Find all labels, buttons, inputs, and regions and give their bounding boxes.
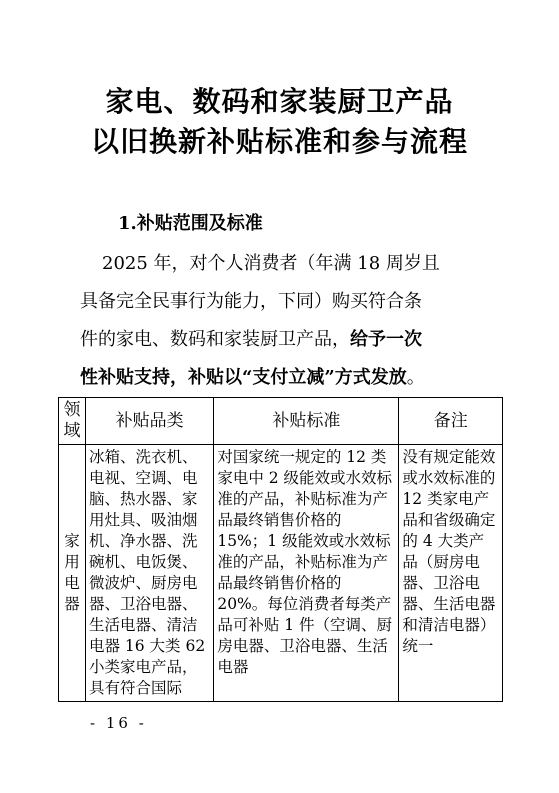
paragraph-end-4: 。 (406, 367, 425, 388)
title-line-2: 以旧换新补贴标准和参与流程 (90, 125, 468, 158)
table-row (59, 445, 503, 702)
paragraph-line-2: 具备完全民事行为能力，下同）购买符合条 (80, 291, 422, 312)
paragraph-text-1: 2025 年，对个人消费者（年满 18 周岁且 (102, 253, 440, 274)
cell-standard: 对国家统一规定的 12 类家电中 2 级能效或水效标准的产品，补贴标准为产品最终销售价格的 15%；1 级能效或水效标准的产品，补贴标准为产品最终销售价格的 20%。每位消费者每类产品可补贴 1 件（空调、厨房电器、卫浴电器、生活电器 (214, 445, 399, 702)
cell-category: 冰箱、洗衣机、电视、空调、电脑、热水器、家用灶具、吸油烟机、净水器、洗碗机、电饭煲、微波炉、厨房电器、卫浴电器、生活电器、清洁电器 16 大类 62 小类家电产品，具有符合国际 (85, 445, 213, 702)
paragraph-line-4 (80, 359, 500, 397)
subsidy-table (58, 397, 503, 702)
header-note: 备注 (399, 398, 503, 445)
page-number: - 16 - (90, 714, 147, 732)
header-domain: 领域 (59, 398, 86, 445)
paragraph-text-3: 件的家电、数码和家装厨卫产品， (80, 329, 350, 350)
paragraph-line-3 (80, 321, 500, 359)
paragraph-bold-4: 性补贴支持，补贴以“支付立减”方式发放 (80, 367, 407, 388)
cell-domain: 家用电器 (59, 445, 86, 702)
paragraph-bold-3: 给予一次 (350, 329, 422, 350)
section-heading: 1.补贴范围及标准 (118, 213, 263, 234)
paragraph-line-1 (80, 245, 500, 283)
title-line-1: 家电、数码和家装厨卫产品 (105, 85, 454, 118)
header-category: 补贴品类 (85, 398, 213, 445)
cell-note: 没有规定能效或水效标准的 12 类家电产品和省级确定的 4 大类产品（厨房电器、卫浴电器、生活电器和清洁电器）统一 (399, 445, 503, 702)
table-header-row (59, 398, 503, 445)
header-standard: 补贴标准 (214, 398, 399, 445)
